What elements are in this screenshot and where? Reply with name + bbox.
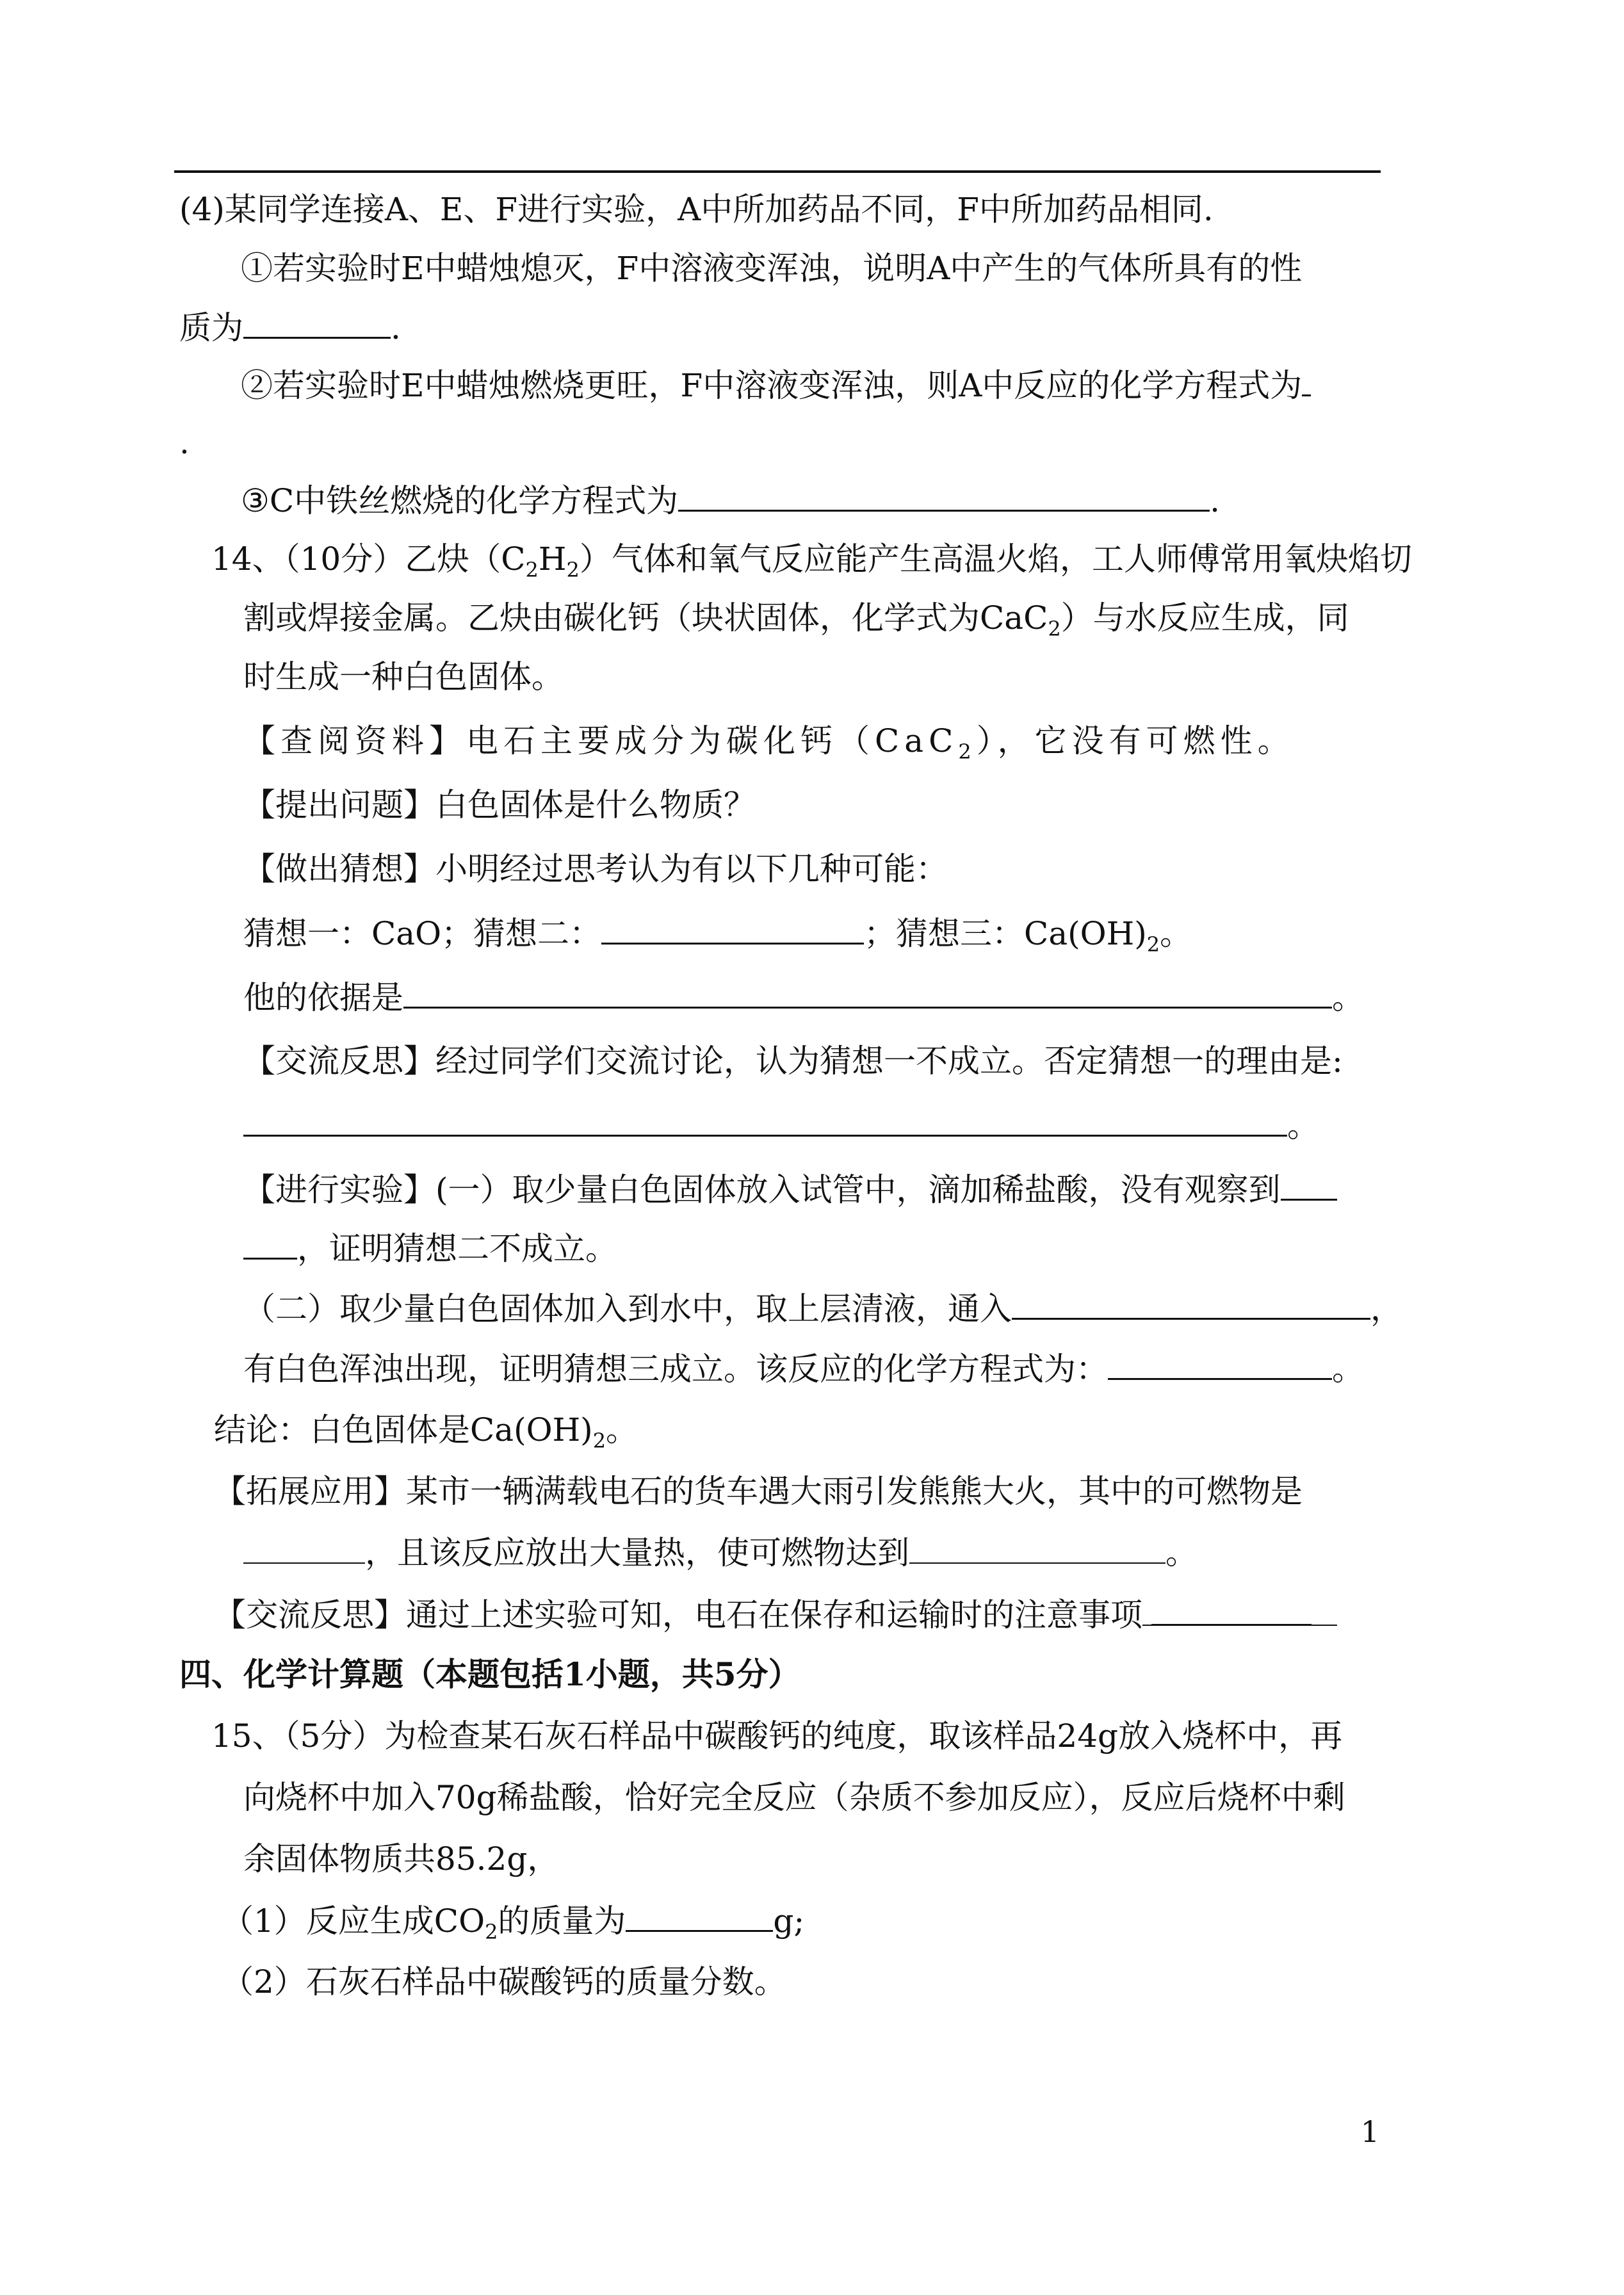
q14-conclusion: 结论：白色固体是$Ca(OH)_2$。 [214,1411,638,1453]
q15-part2: （2）石灰石样品中碳酸钙的质量分数。 [222,1963,786,2000]
q14-reflection2: 【交流反思】通过上述实验可知，电石在保存和运输时的注意事项 [214,1594,1337,1635]
q15-part1: （1）反应生成$CO_2$的质量为 g; [222,1901,804,1941]
q14-reflection-answer: 。 [243,1105,1319,1146]
q14-experiment2-line2: 有白色浑浊出现，证明猜想三成立。该反应的化学方程式为： 。 [243,1349,1364,1389]
answer-blank[interactable] [601,913,864,945]
q14-hypothesis-title: 【做出猜想】小明经过思考认为有以下几种可能： [243,850,948,888]
q13-sub1-line1: ①若实验时E中蜡烛熄灭，F中溶液变浑浊，说明A中产生的气体所具有的性 [241,250,1303,287]
header-rule [174,170,1381,173]
answer-blank[interactable] [243,1228,297,1260]
q14-experiment2: （二）取少量白色固体加入到水中，取上层清液，通入 ， [243,1288,1402,1329]
q14-intro-line1: 14、（10分）乙炔$(C_2H_2)$气体和氧气反应能产生高温火焰，工人师傅常用氧炔焰切 [211,540,1412,582]
q14-hypotheses: 猜想一：CaO；猜想二： ；猜想三：$Ca(OH)_2$。 [243,913,1192,953]
answer-blank[interactable] [1281,1169,1337,1201]
answer-blank[interactable] [243,1105,1287,1137]
q13-sub2: ②若实验时E中蜡烛燃烧更旺，F中溶液变浑浊，则A中反应的化学方程式为 [241,365,1311,405]
q13-sub3: ③C中铁丝燃烧的化学方程式为 . [241,480,1220,521]
answer-blank[interactable] [626,1901,773,1932]
q13-sub2-end: . [179,424,190,461]
answer-blank[interactable] [1151,1594,1311,1626]
answer-blank[interactable] [1311,1595,1337,1626]
q14-experiment1: 【进行实验】(一）取少量白色固体放入试管中，滴加稀盐酸，没有观察到 [243,1169,1337,1210]
answer-blank[interactable] [243,1533,365,1564]
answer-blank[interactable] [1012,1288,1370,1320]
q14-application-line2: ，且该反应放出大量热，使可燃物达到 。 [243,1533,1198,1573]
answer-blank[interactable] [243,307,391,339]
q15-line2: 向烧杯中加入70g稀盐酸，恰好完全反应（杂质不参加反应），反应后烧杯中剩 [243,1779,1345,1816]
answer-blank[interactable] [1108,1349,1332,1380]
q14-reflection: 【交流反思】经过同学们交流讨论，认为猜想一不成立。否定猜想一的理由是: [243,1042,1343,1080]
answer-blank[interactable] [1142,1595,1151,1626]
q14-intro-line2: 割或焊接金属。乙炔由碳化钙（块状固体，化学式为CaC$_2$）与水反应生成，同 [243,599,1349,641]
q14-question: 【提出问题】白色固体是什么物质？ [243,786,756,823]
answer-blank[interactable] [678,480,1210,512]
q14-experiment1-end: ，证明猜想二不成立。 [243,1228,617,1269]
q14-reference: 【查阅资料】电石主要成分为碳化钙（CaC$_2$），它没有可燃性。 [243,722,1295,764]
q13-sub1-line2: 质为 . [179,307,401,348]
page-number: 1 [1360,2114,1379,2149]
answer-blank[interactable] [403,977,1332,1009]
answer-blank[interactable] [909,1533,1165,1564]
q15-line3: 余固体物质共85.2g， [243,1840,560,1877]
q13-part4-intro: (4)某同学连接A、E、F进行实验，A中所加药品不同，F中所加药品相同. [179,191,1214,228]
q14-basis: 他的依据是 。 [243,977,1364,1018]
answer-blank[interactable] [1302,365,1311,396]
q14-application: 【拓展应用】某市一辆满载电石的货车遇大雨引发熊熊大火，其中的可燃物是 [214,1473,1303,1510]
q15-line1: 15、（5分）为检查某石灰石样品中碳酸钙的纯度，取该样品24g放入烧杯中，再 [211,1717,1343,1755]
section4-title: 四、化学计算题（本题包括1小题，共5分） [179,1655,800,1693]
q14-intro-line3: 时生成一种白色固体。 [243,658,564,695]
